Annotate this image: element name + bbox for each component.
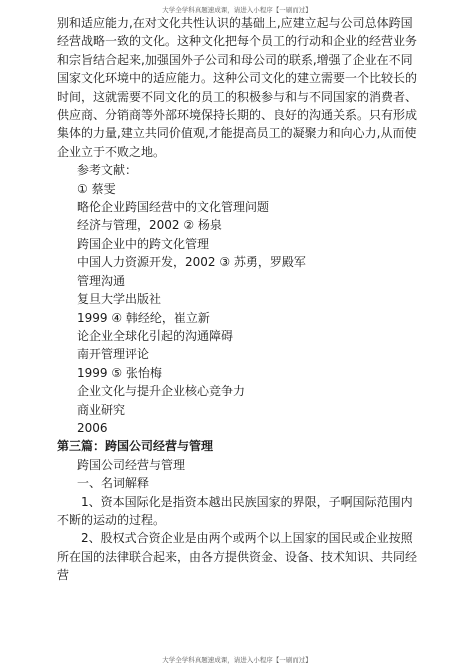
ref-line: 论企业全球化引起的沟通障碍 [77,328,234,343]
ref-line: 复旦大学出版社 [77,292,162,307]
section-heading: 第三篇：跨国公司经营与管理 [57,439,214,454]
ref-line: 商业研究 [77,402,126,417]
definition-paragraph: 1、资本国际化是指资本越出民族国家的界限，子啊国际范围内不断的运动的过程。 [57,494,413,527]
page-header: 大学全学科真题速成课，请进入小程序【一刷而过】 [162,6,312,14]
ref-line: 中国人力资源开发，2002 ③ 苏勇，罗殿军 [77,255,306,270]
ref-line: 1999 ⑤ 张怡梅 [77,365,162,380]
page-footer: 大学全学科真题速成课，请进入小程序【一刷而过】 [162,656,312,664]
document-body [57,14,421,585]
ref-line: 略伦企业跨国经营中的文化管理问题 [77,200,270,215]
section-line: 跨国公司经营与管理 [77,457,186,472]
ref-line: 管理沟通 [77,273,126,288]
ref-line: 2006 [77,420,108,435]
paragraph-continued: 别和适应能力,在对文化共性认识的基础上,应建立起与公司总体跨国经营战略一致的文化。这种文化把每个员工的行动和企业的经营业务和宗旨结合起来,加强国外子公司和母公司的联系,增强了企业在不同国家文化环境中的适应能力。这种公司文化的建立需要一个比较长的时间，这就需要不同文化的员工的积极参与和与不同国家的消费者、供应商、分销商等外部环境保持长期的、良好的沟通关系。只有形成集体的力量,建立共同价值观,才能提高员工的凝聚力和向心力,从而使企业立于不败之地。 [57,16,418,159]
definition-paragraph: 2、股权式合资企业是由两个或两个以上国家的国民或企业按照所在国的法律联合起来，由各方提供资金、设备、技术知识、共同经营 [57,531,418,583]
ref-line: 企业文化与提升企业核心竞争力 [77,384,246,399]
ref-line: 1999 ④ 韩经纶，崔立新 [77,310,210,325]
ref-line: 跨国企业中的跨文化管理 [77,236,210,251]
section-line: 一、名词解释 [77,476,150,491]
ref-line: 南开管理评论 [77,347,150,362]
ref-line: 参考文献： [77,163,138,178]
ref-line: 经济与管理，2002 ② 杨泉 [77,218,222,233]
ref-line: ① 蔡雯 [77,181,116,196]
